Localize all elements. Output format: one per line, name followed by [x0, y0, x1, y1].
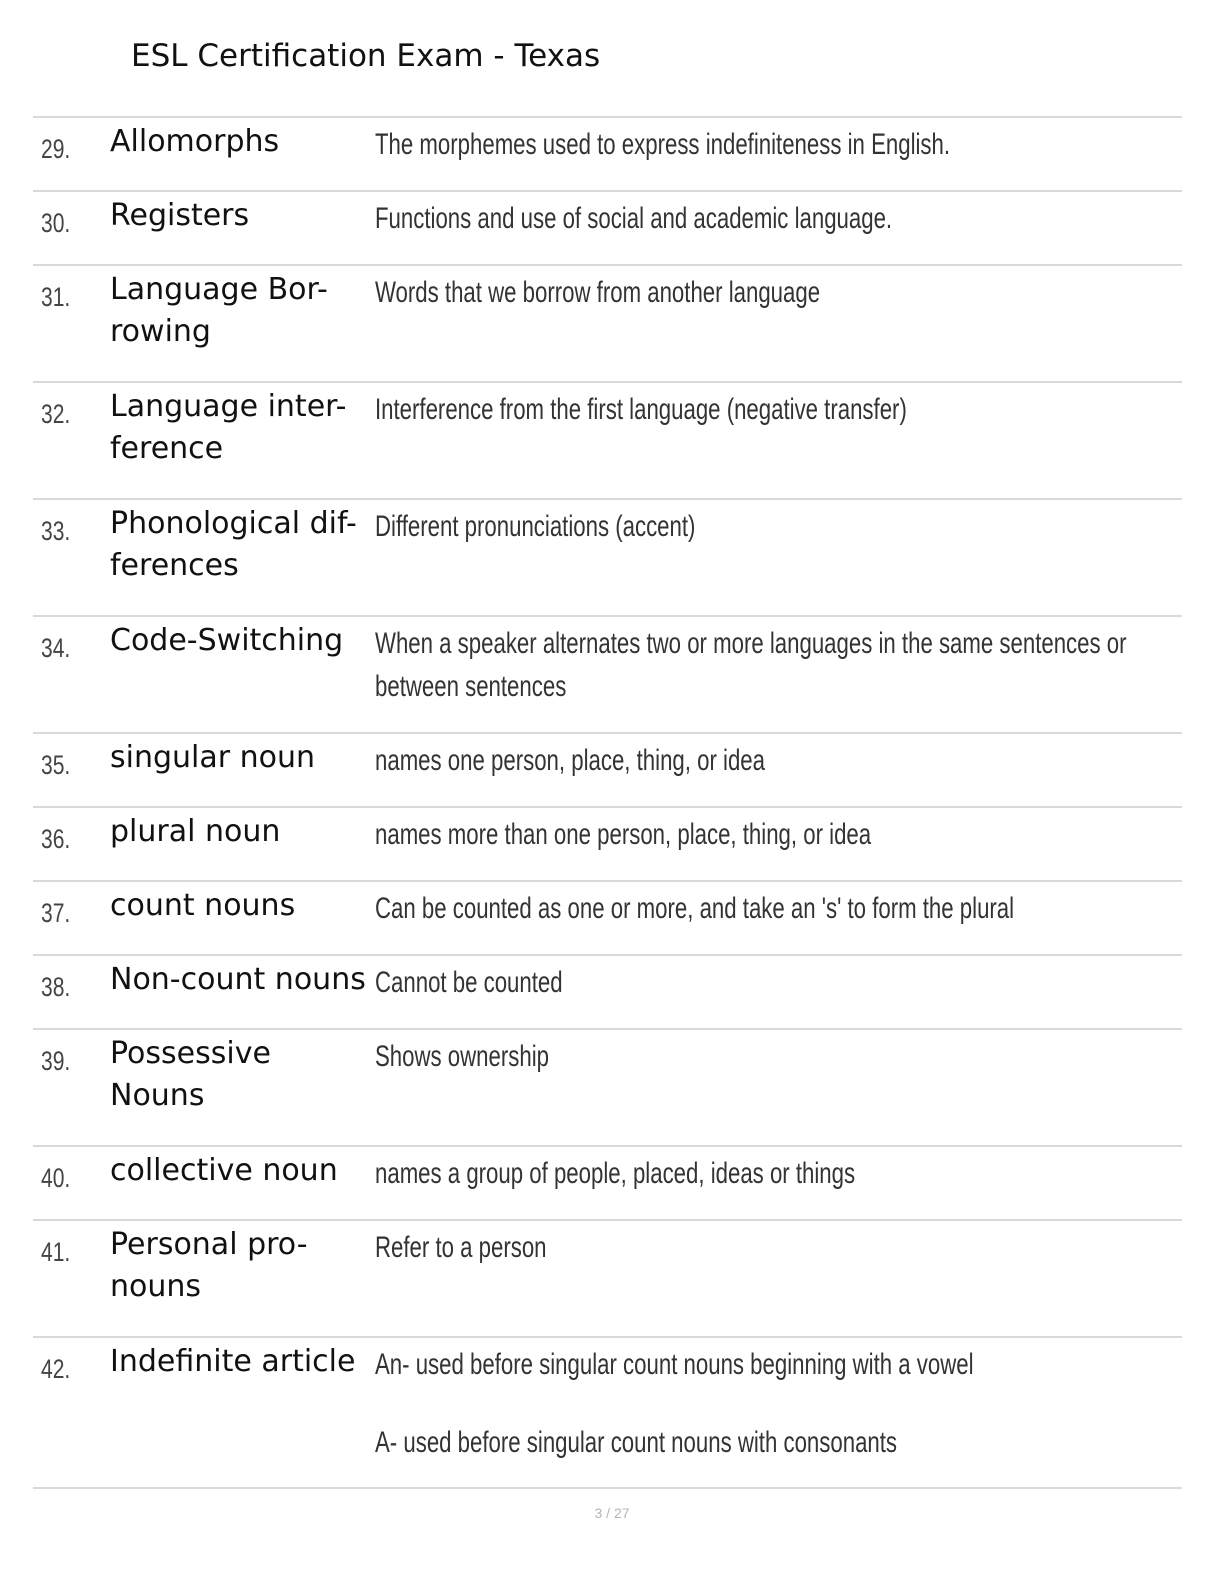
term-row [33, 266, 1182, 383]
term-number: 39. [41, 1046, 71, 1076]
term-definition [375, 887, 1175, 930]
term-name: Registers [110, 198, 250, 233]
definition-text: names one person, place, thing, or idea [375, 744, 765, 777]
definition-paragraph [375, 505, 1175, 548]
definition-text: Functions and use of social and academic language. [375, 202, 893, 235]
term-row [33, 383, 1182, 500]
term-row [33, 956, 1182, 1030]
term-definition [375, 1152, 1175, 1195]
definition-text: names more than one person, place, thing, or idea [375, 818, 872, 851]
page-number: 3 / 27 [594, 1505, 630, 1521]
term-name: count nouns [110, 888, 296, 923]
term-number: 34. [41, 633, 71, 663]
term-name: singular noun [110, 740, 316, 775]
definition-paragraph [375, 1343, 1175, 1386]
definition-text: Can be counted as one or more, and take an 's' to form the plural [375, 892, 1015, 925]
term-name: Code-Switching [110, 623, 344, 658]
definition-paragraph [375, 961, 1175, 1004]
term-number: 33. [41, 516, 71, 546]
term-number: 36. [41, 824, 71, 854]
term-number: 40. [41, 1163, 71, 1193]
term-definition [375, 813, 1175, 856]
term-number: 29. [41, 134, 71, 164]
term-number: 32. [41, 399, 71, 429]
term-row [33, 617, 1182, 734]
definition-text: Interference from the first language (negative transfer) [375, 393, 907, 426]
definition-text: The morphemes used to express indefiniteness in English. [375, 128, 951, 161]
term-number: 30. [41, 208, 71, 238]
term-definition [375, 1226, 1175, 1269]
term-number: 41. [41, 1237, 71, 1267]
term-definition [375, 388, 1175, 431]
definition-text: Cannot be counted [375, 966, 563, 999]
definition-text: Different pronunciations (accent) [375, 510, 696, 543]
definition-text: Refer to a person [375, 1231, 547, 1264]
term-name: Indefinite article [110, 1344, 356, 1379]
term-name: Allomorphs [110, 124, 280, 159]
term-row [33, 1147, 1182, 1221]
definition-paragraph [375, 1226, 1175, 1269]
definition-paragraph [375, 1035, 1175, 1078]
definition-text: Shows ownership [375, 1040, 549, 1073]
definition-paragraph [375, 197, 1175, 240]
term-number: 31. [41, 282, 71, 312]
term-definition [375, 739, 1175, 782]
term-row [33, 192, 1182, 266]
term-definition [375, 1343, 1175, 1464]
term-name: Language inter- ference [110, 389, 347, 466]
definition-paragraph [375, 271, 1175, 314]
definition-paragraph [375, 813, 1175, 856]
term-definition [375, 197, 1175, 240]
definition-text: When a speaker alternates two or more languages in the same sentences or between sentences [375, 627, 1127, 703]
term-name: Language Bor- rowing [110, 272, 328, 349]
term-row [33, 808, 1182, 882]
term-number: 37. [41, 898, 71, 928]
term-name: Possessive Nouns [110, 1036, 271, 1113]
definition-paragraph [375, 388, 1175, 431]
definition-text: names a group of people, placed, ideas or things [375, 1157, 856, 1190]
term-list [33, 116, 1182, 1489]
term-definition [375, 961, 1175, 1004]
term-row [33, 1030, 1182, 1147]
term-number: 35. [41, 750, 71, 780]
term-definition [375, 505, 1175, 548]
term-definition [375, 271, 1175, 314]
term-name: plural noun [110, 814, 281, 849]
term-row [33, 882, 1182, 956]
term-row [33, 118, 1182, 192]
term-number: 38. [41, 972, 71, 1002]
term-definition [375, 1035, 1175, 1078]
definition-paragraph [375, 123, 1175, 166]
definition-text: Words that we borrow from another language [375, 276, 821, 309]
term-row [33, 1338, 1182, 1489]
term-row [33, 500, 1182, 617]
definition-text: A- used before singular count nouns with consonants [375, 1426, 898, 1459]
term-row [33, 1221, 1182, 1338]
definition-paragraph [375, 1421, 1175, 1464]
term-name: Non-count nouns [110, 962, 366, 997]
definition-paragraph [375, 887, 1175, 930]
term-name: Phonological dif- ferences [110, 506, 357, 583]
definition-paragraph [375, 1152, 1175, 1195]
term-name: Personal pro- nouns [110, 1227, 308, 1304]
term-name: collective noun [110, 1153, 338, 1188]
definition-paragraph [375, 739, 1175, 782]
term-definition [375, 622, 1175, 708]
definition-paragraph [375, 622, 1175, 708]
term-number: 42. [41, 1354, 71, 1384]
term-row [33, 734, 1182, 808]
document-title: ESL Certification Exam - Texas [131, 38, 601, 74]
definition-text: An- used before singular count nouns beginning with a vowel [375, 1348, 974, 1381]
term-definition [375, 123, 1175, 166]
